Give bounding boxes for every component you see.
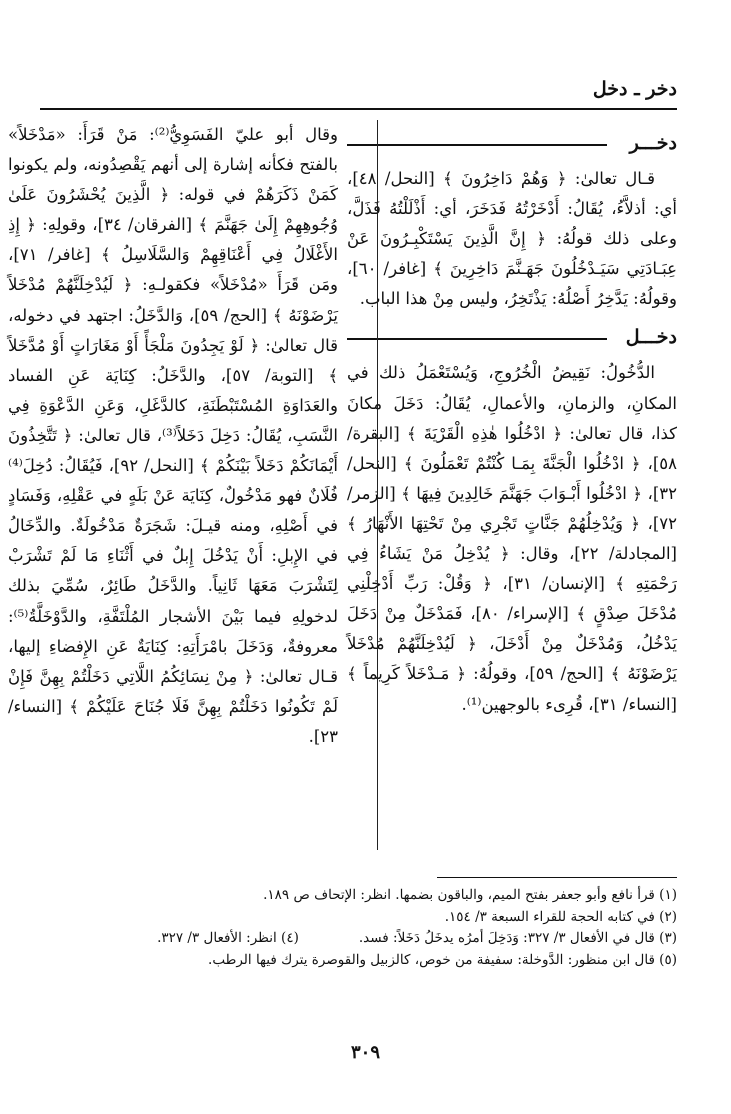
footnote-5: (٥) قال ابن منظور: الدَّوخلة: سفيفة من خوص، كالزبيل والقوصرة يترك فيها الرطب. bbox=[208, 951, 677, 968]
running-header-title: دخر ـ دخل bbox=[592, 78, 677, 100]
footnote-2: (٢) في كتابه الحجة للقراء السبعة ٣/ ١٥٤. bbox=[444, 908, 677, 925]
entry-dakhal-continued-text: وقال أبو عليّ الفَسَوِيُّ⁽²⁾: مَنْ قَرَأَ: «مَدْخَلاً» بالفتح فكأنه إشارة إلى أنهم يَقْصِدُونه، ولم يكونوا كَمَنْ ذَكَرَهُمْ في قوله: ﴿ الَّذِينَ يُحْشَرُونَ عَلَىٰ وُجُوهِهِمْ إِلَىٰ جَهَنَّمَ ﴾ [الفرقان/ ٣٤]، وقولِهِ: ﴿ إِذِ الأَغْلَالُ فِي أَعْنَاقِهِمْ وَالسَّلَاسِلُ ﴾ [غافر/ ٧١]، ومَن قَرَأَ «مُدْخَلاً» فكقولـهِ: ﴿ لَيُدْخِلَنَّهُمْ مُدْخَلاً يَرْضَوْنَهُ ﴾ [الحج/ ٥٩]، وَالدَّخَلُ: اجتهد في دخوله، قال تعالىٰ: ﴿ لَوْ يَجِدُونَ مَلْجَأً أَوْ مَغَارَاتٍ أَوْ مُدَّخَلاً ﴾ [التوبة/ ٥٧]، والدَّخَلُ: كِنَايَة عَنِ الفساد والعَدَاوَةِ المُسْتَبْطَنَةِ، كالدَّغَلِ، وَعَنِ الدَّعْوَةِ فِي النَّسَبِ، يُقَالُ: دَخِلَ دَخَلاً⁽³⁾، قال تعالىٰ: ﴿ تَتَّخِذُونَ أَيْمَانَكُمْ دَخَلاً بَيْنَكُمْ ﴾ [النحل/ ٩٢]، فَيُقَالُ: دُخِلَ⁽⁴⁾ فُلَانٌ فهو مَدْخُولٌ، كِنَايَة عَنْ بَلَهٍ في عَقْلِهِ، وَفَسَادٍ في أَصْلِهِ، ومنه قيـلَ: شَجَرَةٌ مَدْخُولَةٌ. والدِّخَالُ في الإِبلِ: أَنْ يَدْخُلَ إِبلٌ في أَثْنَاءِ مَا لَمْ تَشْرَبْ لِتَشْرَبَ مَعَهَا ثَانِياً. والدَّخَلُ طَائِرٌ، سُمِّيَ بذلك لدخولِهِ فيما بَيْنَ الأشجار المُلْتَفَّةِ، والدَّوْخَلَّةُ⁽⁵⁾: معروفةٌ، وَدَخَلَ بامْرَأَتِهِ: كِنَايَةٌ عَنِ الإِفضاءِ إليها، قـال تعالىٰ: ﴿ مِنْ نِسَائِكُمُ اللَّاتِي دَخَلْتُمْ بِهِنَّ فَإِنْ لَمْ تَكُونُوا دَخَلْتُمْ بِهِنَّ فَلَا جُنَاحَ عَلَيْكُمْ ﴾ [النساء/ ٢٣]. bbox=[8, 125, 339, 746]
section-heading-rule bbox=[347, 338, 607, 340]
footnote-separator bbox=[437, 877, 677, 878]
footnotes bbox=[44, 885, 677, 971]
entry-dakhal-text: الدُّخُولُ: نَقِيضُ الْخُرُوجِ، وَيُسْتَعْمَلُ ذلك في المكانِ، والزمانِ، والأعمالِ، يُقَالُ: دَخَلَ مكانَ كذا، قال تعالىٰ: ﴿ ادْخُلُوا هٰذِهِ الْقَرْيَةَ ﴾ [البقرة/ ٥٨]، ﴿ ادْخُلُوا الْجَنَّةَ بِمَـا كُنْتُمْ تَعْمَلُونَ ﴾ [النحل/ ٣٢]، ﴿ ادْخُلُوا أَبْـوَابَ جَهَنَّمَ خَالِدِينَ فِيهَا ﴾ [الزمر/ ٧٢]، ﴿ وَيُدْخِلُهُمْ جَنَّاتٍ تَجْرِي مِنْ تَحْتِهَا الأَنْهَارُ ﴾ [المجادلة/ ٢٢]، وقال: ﴿ يُدْخِلُ مَنْ يَشَاءُ فِي رَحْمَتِهِ ﴾ [الإنسان/ ٣١]، ﴿ وَقُلْ: رَبِّ أَدْخِلْنِي مُدْخَلَ صِدْقٍ ﴾ [الإسراء/ ٨٠]، فَمَدْخَلٌ مِنْ دَخَلَ يَدْخُلُ، وَمُدْخَلٌ مِنْ أَدْخَلَ، ﴿ لَيُدْخِلَنَّهُمْ مُدْخَلاً يَرْضَوْنَهُ ﴾ [الحج/ ٥٩]، وقولُهُ: ﴿ مَـدْخَلاً كَرِيماً ﴾ [النساء/ ٣١]، قُرِىء بالوجهين⁽¹⁾. bbox=[347, 363, 677, 714]
footnote-line-3-4 bbox=[44, 928, 677, 950]
entry-dakhar-text: قـال تعالىٰ: ﴿ وَهُمْ دَاخِرُونَ ﴾ [النحل/ ٤٨]، أي: أذلاَّءُ، يُقَالُ: أَدْخَرْتُهُ فَدَخَرَ، أي: أَذْلَلْتُهُ فَذَلَّ، وعلى ذلك قولُهُ: ﴿ إِنَّ الَّذِينَ يَسْتَكْبِـرُونَ عَنْ عِبَـادَتِي سَيَـدْخُلُونَ جَهَـنَّمَ دَاخِرِينَ ﴾ [غافر/ ٦٠]، وقولُهُ: يَدَّخِرُ أَصْلُهُ: يَذْتَخِرُ، وليس مِنْ هذا الباب. bbox=[347, 169, 677, 309]
footnote-4: (٤) انظر: الأفعال ٣/ ٣٢٧. bbox=[157, 930, 299, 946]
right-column bbox=[347, 120, 677, 720]
footnote-3: (٣) قال في الأفعال ٣/ ٣٢٧: وَدَخِلَ أمرُه يدخَلُ دَخَلاً: فسد. bbox=[358, 930, 677, 946]
left-column bbox=[8, 120, 338, 752]
section-heading-dakhar bbox=[347, 128, 677, 158]
footnote-1: (١) قرأ نافع وأبو جعفر بفتح الميم، والباقون بضمها. انظر: الإتحاف ص ١٨٩. bbox=[263, 887, 677, 903]
page-number: ٣٠٩ bbox=[350, 1042, 380, 1063]
section-heading-dakhal bbox=[347, 322, 677, 352]
column-divider bbox=[377, 120, 378, 850]
section-heading-dakhal-label: دخـــل bbox=[625, 326, 677, 349]
running-header bbox=[40, 78, 677, 110]
section-heading-dakhar-label: دخـــر bbox=[629, 132, 677, 154]
section-heading-rule bbox=[347, 144, 607, 146]
